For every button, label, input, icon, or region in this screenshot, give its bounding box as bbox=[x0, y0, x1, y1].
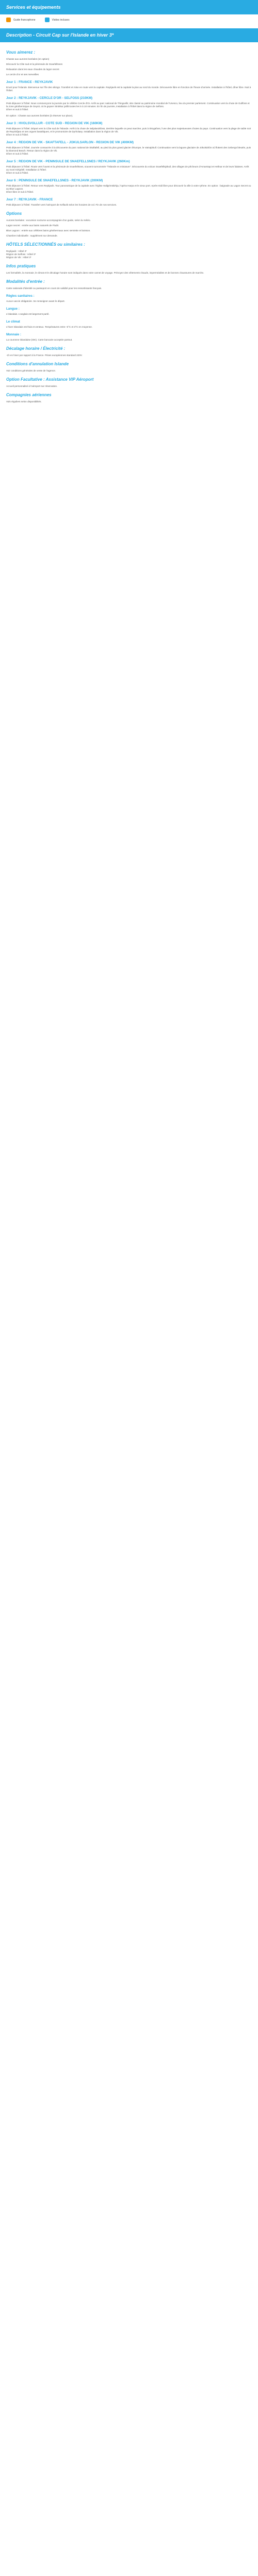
facultative-heading: Option Facultative : Assistance VIP Aéroport bbox=[6, 377, 94, 382]
regles-text: Aucun vaccin obligatoire. Se renseigner avant le départ. bbox=[6, 300, 65, 302]
vous-aimerez-item: Chasse aux aurores boréales (en option) bbox=[6, 58, 50, 60]
vous-aimerez-heading: Vous aimerez : bbox=[6, 50, 36, 55]
tag-guide-label: Guide francophone bbox=[13, 18, 36, 22]
option-item: Blue Lagoon : entrée aux célèbres bains géothermaux avec serviette et boisson. bbox=[6, 229, 91, 232]
langue-heading: Langue : bbox=[6, 307, 20, 311]
vous-aimerez-item: Découvrir la Côte sud et la péninsule de Snaefellsnes bbox=[6, 63, 63, 65]
tag-visites-label: Visites incluses bbox=[52, 18, 70, 22]
regles-heading: Règles sanitaires : bbox=[6, 294, 35, 298]
day-7-title: Jour 7 : REYKJAVIK - FRANCE bbox=[6, 198, 53, 201]
day-3-text: Petit déjeuner à l'hôtel. Départ vers la Côte sud de l'Islande. Arrêt à la chute de Seljalandsfoss, derrière laquelle on peut marcher, puis à Skogafoss, l'une des plus majestueuses chutes du pays. Continuation vers la plage de sable noir de Reynisfjara et ses orgues basaltiques, et le promontoire de Dyrholaey. Installation dans la région de Vik. Dîner et nuit à l'hôtel. bbox=[6, 127, 251, 136]
infos-heading: Infos pratiques bbox=[6, 264, 36, 268]
conditions-text: Voir conditions générales de vente de l'agence. bbox=[6, 369, 56, 372]
decalage-text: -1h en hiver par rapport à la France. Prises européennes standard 220V. bbox=[6, 354, 83, 357]
day-6-text: Petit déjeuner à l'hôtel. Retour vers Reykjavik. Tour panoramique de la capitale avec l'église Hallgrimskirkja, l'opéra Harpa et le vieux port. Après-midi libre pour découvrir la ville à votre rythme. En option : baignade au Lagon Secret ou au Blue Lagoon. Dîner libre et nuit à l'hôtel. bbox=[6, 184, 251, 193]
vous-aimerez-item: Relaxation dans les eaux chaudes du lagon secret bbox=[6, 68, 59, 71]
option-item: Aurores boréales : excursion nocturne accompagnée d'un guide, selon la météo. bbox=[6, 219, 91, 222]
services-title: Services et équipements bbox=[6, 5, 61, 10]
tag-visites bbox=[45, 18, 70, 22]
modalites-text: Carte nationale d'identité ou passeport en cours de validité pour les ressortissants français. bbox=[6, 287, 102, 290]
option-item: Chambre individuelle : supplément sur demande. bbox=[6, 234, 58, 237]
day-4-text: Petit déjeuner à l'hôtel. Journée consacrée à la découverte du parc national de Skaftafell, au pied du plus grand glacier d'Europe, le Vatnajökull. Continuation vers la lagune glaciaire de Jökulsárlón où flottent des icebergs bleutés, puis la Diamond Beach. Retour dans la région de Vik. Dîner et nuit à l'hôtel. bbox=[6, 146, 251, 155]
monnaie-text: La couronne islandaise (ISK). Carte bancaire acceptée partout. bbox=[6, 338, 73, 341]
decalage-heading: Décalage horaire / Électricité : bbox=[6, 346, 66, 351]
day-1-text: Envol pour l'Islande. Bienvenue sur l'île des vikings. Transfert et mise en route vers la capitale. Reykjavik est la capitale la plus au nord du monde. Découverte libre en fonction de l'heure d'arrivée. Installation à l'hôtel, dîner libre. Nuit à l'hôtel. bbox=[6, 86, 251, 92]
day-6-title: Jour 6 : PENINSULE DE SNAEFELLSNES - REYKJAVIK (200KM) bbox=[6, 179, 103, 182]
facultative-text: Accueil personnalisé à l'aéroport sur réservation. bbox=[6, 385, 58, 387]
day-3-title: Jour 3 : HVOLSVOLLUR - COTE SUD - REGION DE VIK (160KM) bbox=[6, 122, 103, 125]
footer-space bbox=[6, 405, 252, 411]
day-2-title: Jour 2 : REYKJAVIK - CERCLE D'OR - SELFOSS (210KM) bbox=[6, 96, 93, 100]
day-2-text: Petit déjeuner à l'hôtel. Nous commençons la journée par le célèbre Cercle d'Or. Arrêt au parc national de Thingvellir, site classé au patrimoine mondial de l'Unesco, lieu du premier parlement. Continuation vers la chute de Gullfoss et la zone géothermique de Geysir, où le geyser Strokkur jaillit toutes les 5 à 10 minutes. En fin de journée, installation à l'hôtel dans la région de Selfoss. Dîner et nuit à l'hôtel. En option : Chasse aux aurores boréales (à réserver sur place). bbox=[6, 102, 250, 117]
infos-text: Les formalités, la monnaie, le climat et le décalage horaire sont indiqués dans votre carnet de voyage. Prévoyez des vêtements chauds, imperméables et de bonnes chaussures de marche. bbox=[6, 272, 204, 274]
tag-guide bbox=[6, 18, 36, 22]
climat-text: L'hiver islandais est frais et venteux. Températures entre -5°C et 3°C en moyenne. bbox=[6, 326, 93, 328]
options-heading: Options bbox=[6, 211, 22, 216]
compagnies-heading: Compagnies aériennes bbox=[6, 393, 52, 397]
description-banner bbox=[0, 28, 258, 42]
tags-row bbox=[0, 14, 258, 25]
hotels-heading: HÔTELS SÉLECTIONNÉS ou similaires : bbox=[6, 242, 85, 247]
day-1-title: Jour 1 : FRANCE - REYKJAVIK bbox=[6, 80, 53, 84]
content bbox=[0, 42, 258, 411]
day-5-text: Petit déjeuner à l'hôtel. Route vers l'ouest et la péninsule de Snaefellsnes, souvent surnommée "l'Islande en miniature". Découverte du volcan Snaefellsjökull, des villages de pêcheurs d'Arnarstapi et Hellnar et de leurs falaises. Arrêt au mont Kirkjufell. Installation à l'hôtel. Dîner et nuit à l'hôtel. bbox=[6, 165, 249, 174]
day-7-text: Petit déjeuner à l'hôtel. Transfert vers l'aéroport de Keflavik selon les horaires de vol. Fin de nos services. bbox=[6, 204, 117, 206]
day-4-title: Jour 4 : REGION DE VIK - SKAFTAFELL - JOKULSARLON - REGION DE VIK (400KM) bbox=[6, 141, 134, 144]
compagnies-text: Vols réguliers selon disponibilités. bbox=[6, 400, 42, 403]
day-5-title: Jour 5 : REGION DE VIK - PENINSULE DE SNAEFELLSNES / REYKJAVIK (260Km) bbox=[6, 160, 130, 163]
langue-text: L'islandais. L'anglais est largement parlé. bbox=[6, 313, 50, 315]
option-item: Lagon secret : entrée aux bains naturels de Fludir. bbox=[6, 224, 59, 227]
description-title: Description - Circuit Cap sur l'Islande en hiver 3* bbox=[6, 32, 114, 38]
monnaie-heading: Monnaie : bbox=[6, 333, 21, 336]
services-header-bar bbox=[0, 0, 258, 14]
guide-icon bbox=[6, 18, 11, 22]
vous-aimerez-item: Le cercle d'or et ses merveilles bbox=[6, 73, 39, 76]
modalites-heading: Modalités d'entrée : bbox=[6, 279, 45, 284]
visits-icon bbox=[45, 18, 50, 22]
climat-heading: Le climat bbox=[6, 320, 20, 324]
conditions-heading: Conditions d'annulation Islande bbox=[6, 362, 69, 366]
hotels-text: Reykjavik : Hôtel 3* Région de Selfoss : Hôtel 3* Région de Vik : Hôtel 3* bbox=[6, 250, 36, 259]
